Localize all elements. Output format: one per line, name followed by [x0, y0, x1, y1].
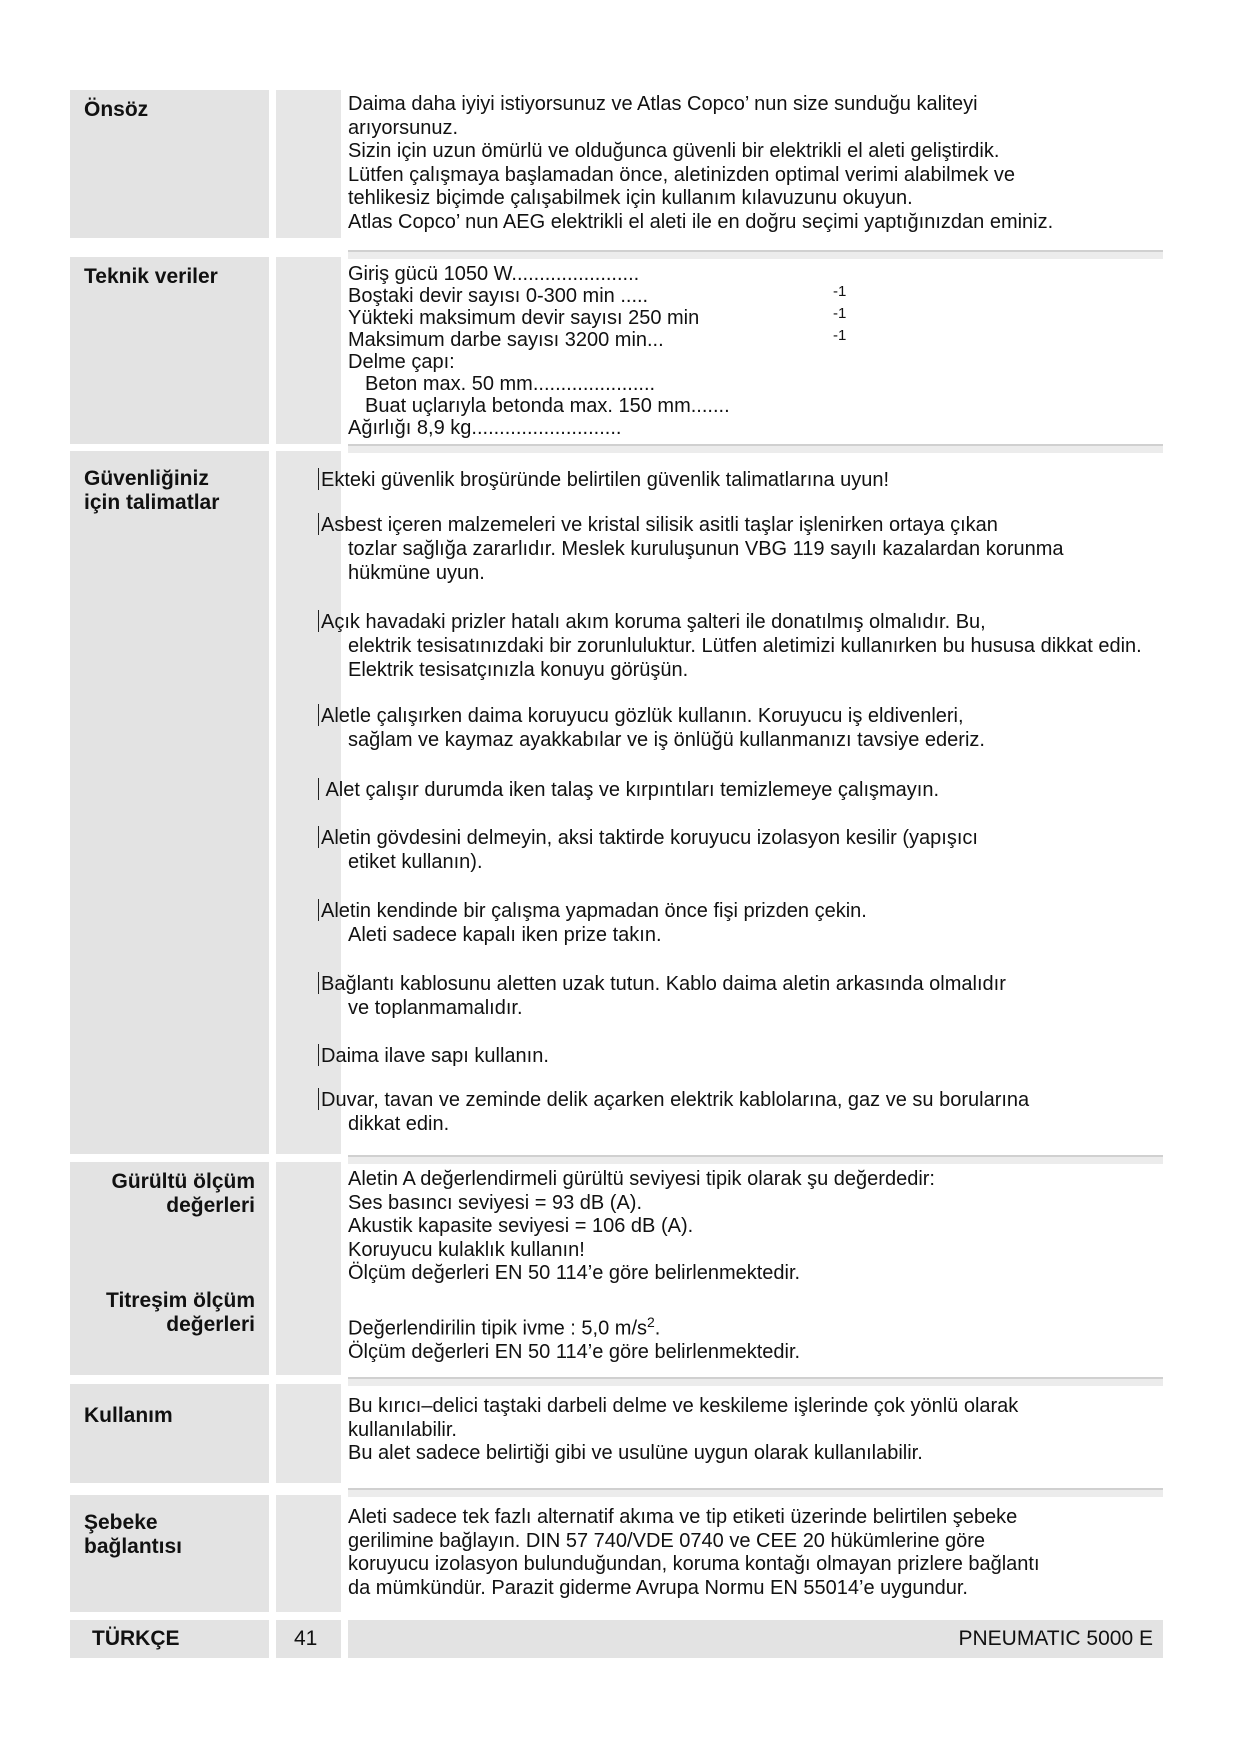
paragraph-line: [348, 1311, 1168, 1341]
section-divider: [348, 250, 1163, 259]
safety-item: [318, 468, 1178, 492]
spec-row: [348, 373, 1168, 395]
spec-text: Beton max. 50 mm......................: [365, 373, 656, 395]
sebeke-label-line: Şebeke: [84, 1511, 158, 1534]
paragraph-line: Lütfen çalışmaya başlamadan önce, aletinizden optimal verimi alabilmek ve: [348, 163, 1016, 186]
unit-superscript: -1: [833, 305, 847, 322]
safety-item-continuation: etiket kullanın).: [348, 851, 483, 873]
spec-text: Delme çapı:: [348, 351, 455, 373]
onsoz-text: [348, 93, 1168, 234]
label-spacer: [84, 1218, 255, 1289]
safety-item-continuation: sağlam ve kaymaz ayakkabılar ve iş önlüğü kullanmanızı tavsiye ederiz.: [348, 729, 985, 751]
titresim-label-line: Titreşim ölçüm: [106, 1289, 255, 1312]
paragraph-line: gerilimine bağlayın. DIN 57 740/VDE 0740 ve CEE 20 hükümlerine göre: [348, 1529, 986, 1552]
bullet-bar: [318, 778, 319, 800]
kullanim-text: [348, 1395, 1168, 1466]
technical-data: [348, 263, 1168, 439]
unit-superscript: -1: [833, 283, 847, 300]
gurultu-label-line: değerleri: [166, 1194, 255, 1217]
safety-item: [318, 1088, 1178, 1136]
safety-item-text: Bağlantı kablosunu aletten uzak tutun. Kablo daima aletin arkasında olmalıdır: [321, 973, 1006, 995]
paragraph-line: Atlas Copco’ nun AEG elektrikli el aleti ile en doğru seçimi yaptığınızdan eminiz.: [348, 210, 1054, 233]
bullet-bar: [318, 1088, 319, 1110]
spec-text: Maksimum darbe sayısı 3200 min...: [348, 329, 664, 351]
model-name: PNEUMATIC 5000 E: [958, 1627, 1153, 1650]
section-divider: [348, 1377, 1163, 1386]
bullet-bar: [318, 704, 319, 726]
spec-row: [348, 351, 1168, 373]
language-label: TÜRKÇE: [92, 1627, 180, 1650]
safety-item-text: Daima ilave sapı kullanın.: [321, 1045, 549, 1067]
kullanim-label-text: Kullanım: [84, 1404, 173, 1427]
safety-item: [318, 704, 1178, 752]
sebeke-label-line: bağlantısı: [84, 1535, 183, 1558]
spec-row: [348, 395, 1168, 417]
titresim-label-line: değerleri: [166, 1313, 255, 1336]
spec-text: Boştaki devir sayısı 0-300 min .....: [348, 285, 649, 307]
safety-item: [318, 826, 1178, 874]
safety-item-text: Aletin gövdesini delmeyin, aksi taktirde koruyucu izolasyon kesilir (yapışıcı: [321, 827, 978, 849]
bullet-bar: [318, 972, 319, 994]
titresim-text: [348, 1311, 1168, 1365]
section-divider: [348, 444, 1163, 453]
paragraph-line: Aletin A değerlendirmeli gürültü seviyesi tipik olarak şu değerdedir:: [348, 1168, 935, 1190]
safety-item: [318, 778, 1178, 802]
safety-item-continuation: Aleti sadece kapalı iken prize takın.: [348, 924, 662, 946]
paragraph-line: Bu kırıcı–delici taştaki darbeli delme ve keskileme işlerinde çok yönlü olarak: [348, 1395, 1019, 1417]
footer-language: [70, 1620, 269, 1658]
safety-item-continuation: ve toplanmamalıdır.: [348, 997, 523, 1019]
spec-text: Ağırlığı 8,9 kg...........................: [348, 417, 622, 439]
spec-row: [348, 263, 1168, 285]
margin-column: [276, 1495, 341, 1612]
page-number: 41: [294, 1627, 318, 1650]
safety-item: [318, 513, 1178, 585]
onsoz-label-text: Önsöz: [84, 98, 149, 121]
paragraph-line: Ses basıncı seviyesi = 93 dB (A).: [348, 1191, 643, 1214]
safety-item-text: Aletle çalışırken daima koruyucu gözlük kullanın. Koruyucu iş eldivenleri,: [321, 705, 964, 727]
spec-row: [348, 307, 1168, 329]
safety-item: [318, 610, 1178, 682]
footer-model: [348, 1620, 1163, 1658]
spec-text: Yükteki maksimum devir sayısı 250 min: [348, 307, 700, 329]
spec-row: [348, 329, 1168, 351]
margin-column: [276, 257, 341, 444]
safety-item-continuation: tozlar sağlığa zararlıdır. Meslek kuruluşunun VBG 119 sayılı kazalardan korunma hükmüne uyun.: [348, 538, 1064, 584]
paragraph-line: Koruyucu kulaklık kullanın!: [348, 1238, 585, 1261]
bullet-bar: [318, 1044, 319, 1066]
paragraph-line: arıyorsunuz.: [348, 116, 459, 139]
safety-item-text: Ekteki güvenlik broşüründe belirtilen güvenlik talimatlarına uyun!: [321, 469, 890, 491]
margin-column: [276, 90, 341, 238]
section-divider: [348, 1155, 1163, 1164]
paragraph-line: Daima daha iyiyi istiyorsunuz ve Atlas Copco’ nun size sunduğu kaliteyi: [348, 93, 978, 115]
safety-item-text: Açık havadaki prizler hatalı akım koruma şalteri ile donatılmış olmalıdır. Bu,: [321, 611, 986, 633]
teknik-label-text: Teknik veriler: [84, 265, 218, 288]
guvenlik-label-line: için talimatlar: [84, 491, 220, 514]
footer-page-number: [276, 1620, 341, 1658]
guvenlik-label-line: Güvenliğiniz: [84, 467, 209, 490]
spec-text: Buat uçlarıyla betonda max. 150 mm.......: [365, 395, 730, 417]
bullet-bar: [318, 899, 319, 921]
paragraph-line: Aleti sadece tek fazlı alternatif akıma ve tip etiketi üzerinde belirtilen şebeke: [348, 1506, 1018, 1528]
safety-item: [318, 899, 1178, 947]
punctuation: .: [654, 1317, 661, 1340]
paragraph-line: Sizin için uzun ömürlü ve olduğunca güvenli bir elektrikli el aleti geliştirdik.: [348, 140, 1000, 162]
gurultu-text: [348, 1168, 1168, 1286]
section-label-guvenlik: [70, 451, 269, 1154]
section-label-onsoz: [70, 90, 269, 238]
section-label-kullanim: [70, 1384, 269, 1483]
safety-item-text: Duvar, tavan ve zeminde delik açarken elektrik kablolarına, gaz ve su borularına: [321, 1089, 1030, 1111]
titresim-value: Değerlendirilin tipik ivme : 5,0 m/s: [348, 1317, 647, 1340]
section-divider: [348, 1488, 1163, 1497]
safety-item-text: Aletin kendinde bir çalışma yapmadan önce fişi prizden çekin.: [321, 900, 867, 922]
sebeke-text: [348, 1506, 1168, 1600]
spec-text: Giriş gücü 1050 W.......................: [348, 263, 640, 285]
safety-item: [318, 1044, 1178, 1068]
bullet-bar: [318, 826, 319, 848]
paragraph-line: tehlikesiz biçimde çalışabilmek için kullanım kılavuzunu okuyun.: [348, 187, 913, 209]
bullet-bar: [318, 513, 319, 535]
bullet-bar: [318, 610, 319, 632]
paragraph-line: da mümkündür. Parazit giderme Avrupa Normu EN 55014’e uygundur.: [348, 1576, 968, 1599]
safety-item-text: Alet çalışır durumda iken talaş ve kırpıntıları temizlemeye çalışmayın.: [321, 779, 940, 801]
margin-column: [276, 1384, 341, 1483]
unit-superscript: -1: [833, 327, 847, 344]
paragraph-line: Akustik kapasite seviyesi = 106 dB (A).: [348, 1215, 694, 1237]
margin-column: [276, 1162, 341, 1375]
paragraph-line: Bu alet sadece belirtiği gibi ve usulüne uygun olarak kullanılabilir.: [348, 1442, 923, 1464]
spec-row: [348, 285, 1168, 307]
section-label-teknik: [70, 257, 269, 444]
safety-item-continuation: dikkat edin.: [348, 1113, 450, 1135]
safety-item-continuation: elektrik tesisatınızdaki bir zorunluluktur. Lütfen aletimizi kullanırken bu hususa dikkat edin. Elektrik tesisatçınızla konuyu görüşün.: [348, 635, 1142, 681]
safety-item-text: Asbest içeren malzemeleri ve kristal silisik asitli taşlar işlenirken ortaya çıkan: [321, 514, 998, 536]
gurultu-label-line: Gürültü ölçüm: [111, 1170, 255, 1193]
bullet-bar: [318, 468, 319, 490]
paragraph-line: kullanılabilir.: [348, 1418, 457, 1441]
unit-superscript: 2: [647, 1314, 655, 1330]
paragraph-line: Ölçüm değerleri EN 50 114’e göre belirlenmektedir.: [348, 1262, 801, 1284]
section-label-sebeke: [70, 1495, 269, 1612]
spec-row: [348, 417, 1168, 439]
paragraph-line: Ölçüm değerleri EN 50 114’e göre belirlenmektedir.: [348, 1341, 801, 1364]
paragraph-line: koruyucu izolasyon bulunduğundan, koruma kontağı olmayan prizlere bağlantı: [348, 1553, 1040, 1575]
section-label-gurultu: [70, 1162, 269, 1375]
safety-item: [318, 972, 1178, 1020]
